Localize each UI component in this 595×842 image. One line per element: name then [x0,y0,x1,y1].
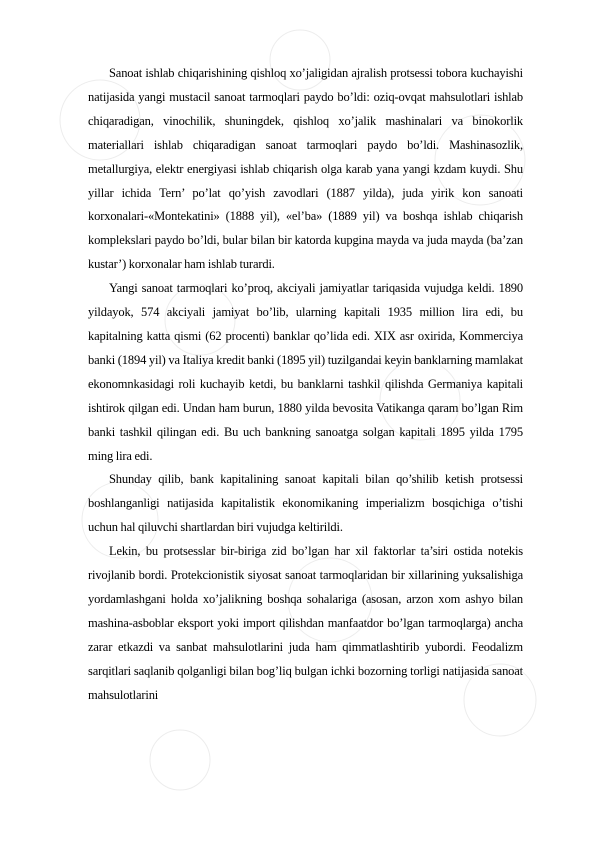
document-body [88,62,523,707]
paragraph-3: Shunday qilib, bank kapitalining sanoat kapitali bilan qo’shilib ketish protsessi boshlanganligi natijasida kapitalistik ekonomikaning imperializm bosqichiga o’tishi uchun hal qiluvchi shartlardan biri vujudga keltirildi. [88,472,523,535]
paragraph-2: Yangi sanoat tarmoqlari ko’proq, akciyali jamiyatlar tariqasida vujudga keldi. 1890 yildayok, 574 akciyali jamiyat bo’lib, ularning kapitali 1935 million lira edi, bu kapitalning katta qismi (62 procenti) banklar qo’lida edi. XIX asr oxirida, Kommerciya banki (1894 yil) va Italiya kredit banki (1895 yil) tuzilgandai keyin banklarning mamlakat ekonomnkasidagi roli kuchayib ketdi, bu banklarni tashkil qilishda Germaniya kapitali ishtirok qilgan edi. Undan ham burun, 1880 yilda bevosita Vatikanga qaram bo’lgan Rim banki tashkil qilingan edi. Bu uch bankning sanoatga solgan kapitali 1895 yilda 1795 ming lira edi. [88,281,523,463]
paragraph-1: Sanoat ishlab chiqarishining qishloq xo’jaligidan ajralish protsessi tobora kuchayishi natijasida yangi mustacil sanoat tarmoqlari paydo bo’ldi: oziq-ovqat mahsulotlari ishlab chiqaradigan, vinochilik, shuningdek, qishloq xo’jalik mashinalari va binokorlik materiallari ishlab chiqaradigan sanoat tarmoqlari paydo bo’ldi. Mashinasozlik, metallurgiya, elektr energiyasi ishlab chiqarish olga karab yana yangi kzdam kuydi. Shu yillar ichida Tern’ po’lat qo’yish zavodlari (1887 yilda), juda yirik kon sanoati korxonalari-«Montekatini» (1888 yil), «el’ba» (1889 yil) va boshqa ishlab chiqarish komplekslari paydo bo’ldi, bular bilan bir katorda kupgina mayda va juda mayda (ba’zan kustar’) korxonalar ham ishlab turardi. [88,66,523,272]
paragraph-4: Lekin, bu protsesslar bir-biriga zid bo’lgan har xil faktorlar ta’siri ostida notekis rivojlanib bordi. Protekcionistik siyosat sanoat tarmoqlaridan bir xillarining yuksalishiga yordamlashgani holda xo’jalikning boshqa sohalariga (asosan, arzon xom ashyo bilan mashina-asboblar eksport yoki import qilishdan manfaatdor bo’lgan tarmoqlarga) ancha zarar etkazdi va sanbat mahsulotlarini juda ham qimmatlashtirib yubordi. Feodalizm sarqitlari saqlanib qolganligi bilan bog’liq bulgan ichki bozorning torligi natijasida sanoat mahsulotlarini [88,544,523,702]
